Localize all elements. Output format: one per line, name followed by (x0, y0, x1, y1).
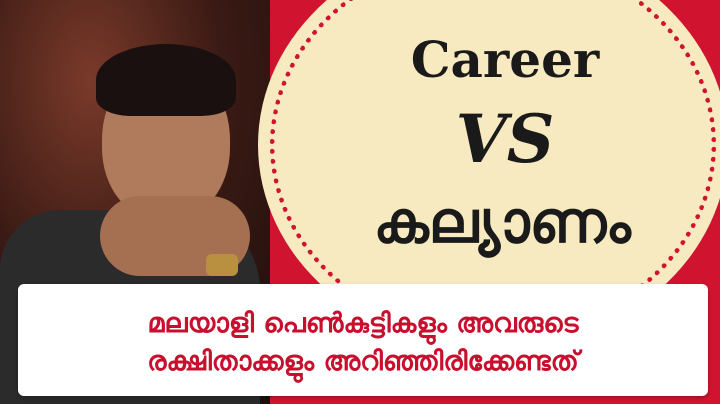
person-hair (96, 44, 236, 116)
watch-icon (206, 254, 238, 276)
banner-line-1: മലയാളി പെൺകുട്ടികളും അവരുടെ (147, 308, 579, 339)
title-vs: VS (455, 100, 555, 178)
banner-line-2: രക്ഷിതാക്കളും അറിഞ്ഞിരിക്കേണ്ടത് (147, 346, 579, 377)
subtitle-banner (18, 284, 708, 396)
title-kalyanam: കല്യാണം (373, 188, 631, 256)
title-career: Career (410, 30, 600, 89)
